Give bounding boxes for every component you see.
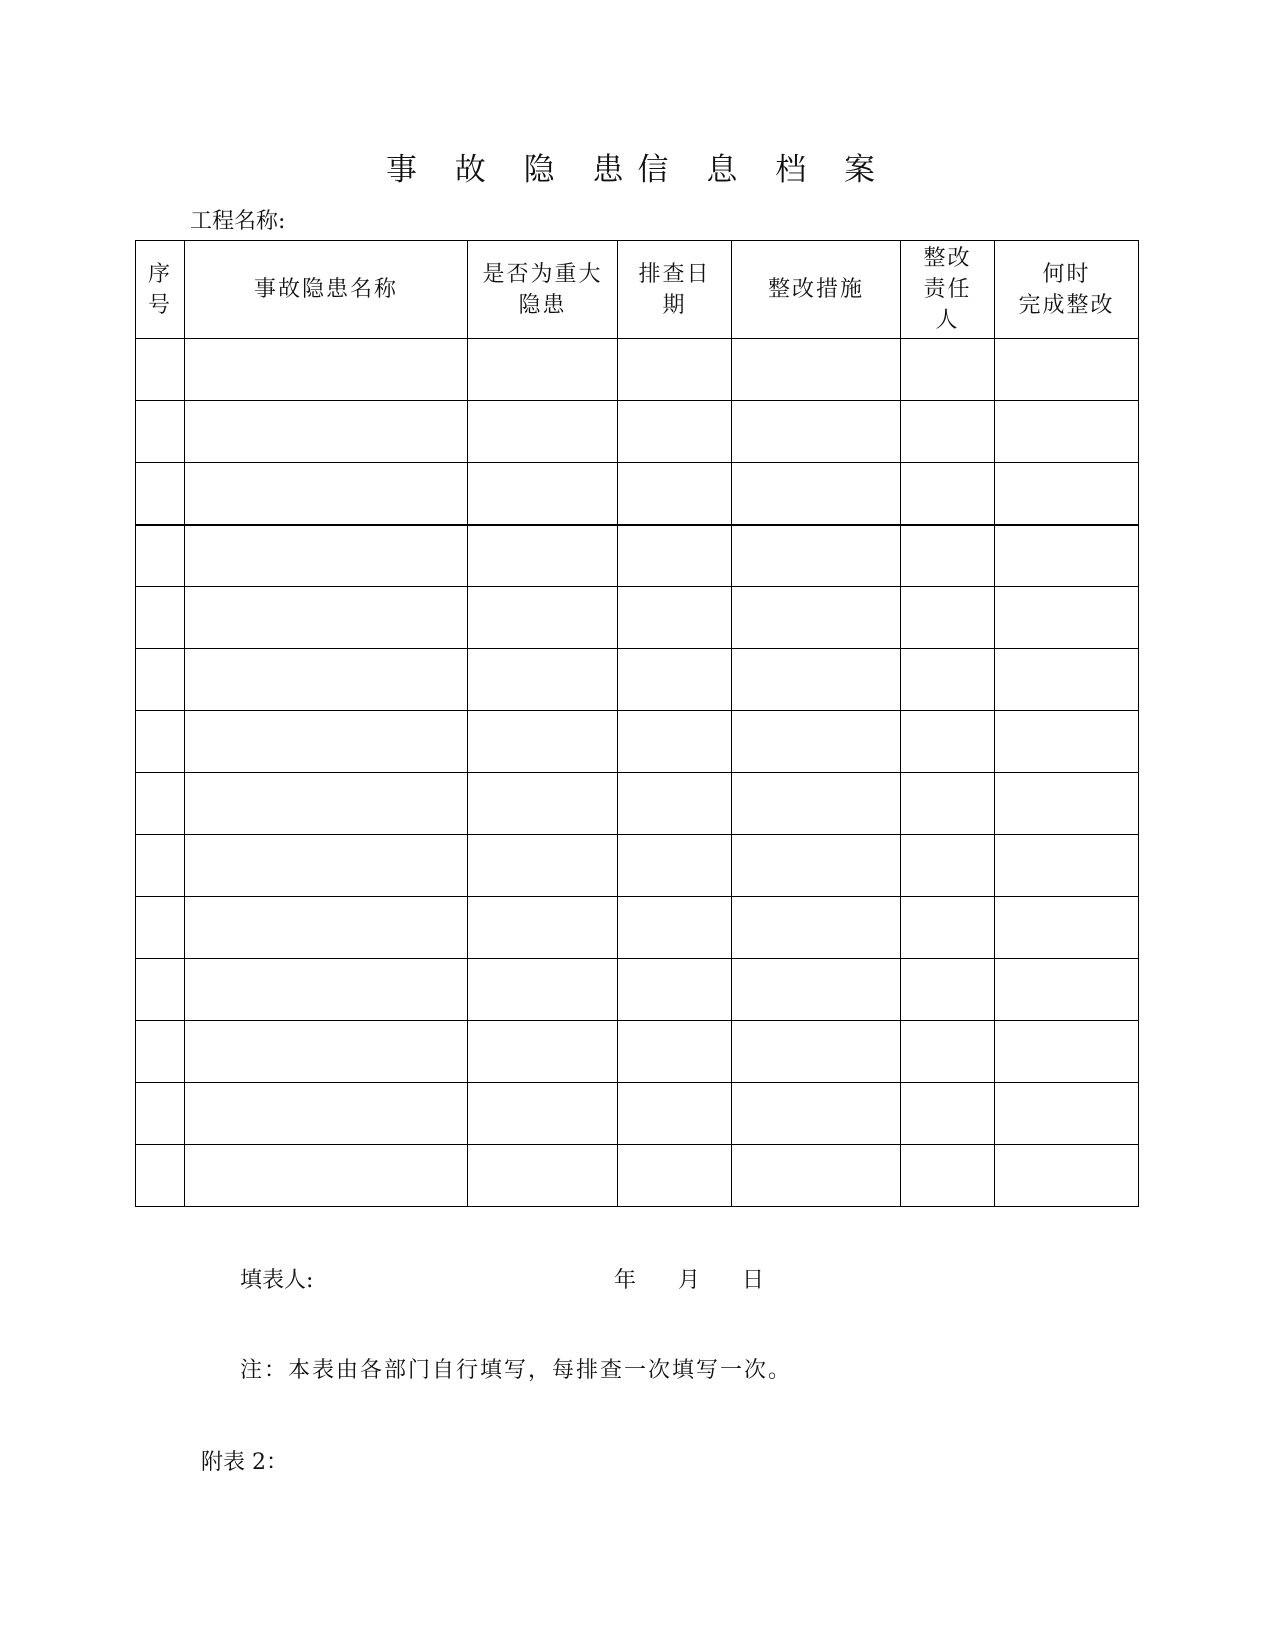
table-cell[interactable] (618, 773, 732, 835)
table-cell[interactable] (995, 897, 1139, 959)
appendix-label: 附表 2： (201, 1450, 288, 1475)
table-cell[interactable] (136, 401, 185, 463)
table-cell[interactable] (995, 463, 1139, 525)
hazard-record-table (135, 240, 1139, 1207)
table-cell[interactable] (468, 773, 618, 835)
table-cell[interactable] (995, 773, 1139, 835)
project-name-label: 工程名称: (190, 209, 286, 234)
table-cell[interactable] (136, 897, 185, 959)
table-cell[interactable] (185, 587, 468, 649)
table-cell[interactable] (136, 1145, 185, 1207)
table-cell[interactable] (732, 339, 901, 401)
table-cell[interactable] (618, 1083, 732, 1145)
table-cell[interactable] (995, 525, 1139, 587)
table-cell[interactable] (136, 1083, 185, 1145)
table-cell[interactable] (732, 1145, 901, 1207)
table-cell[interactable] (732, 401, 901, 463)
table-cell[interactable] (995, 1083, 1139, 1145)
table-cell[interactable] (468, 649, 618, 711)
table-cell[interactable] (618, 835, 732, 897)
table-cell[interactable] (185, 401, 468, 463)
table-cell[interactable] (136, 587, 185, 649)
table-row (136, 587, 1139, 649)
document-title: 事 故 隐 患信 息 档 案 (385, 152, 890, 188)
table-cell[interactable] (732, 1083, 901, 1145)
footnote: 注：本表由各部门自行填写，每排查一次填写一次。 (240, 1358, 793, 1383)
table-cell[interactable] (732, 773, 901, 835)
table-cell[interactable] (732, 835, 901, 897)
year-label: 年 (614, 1268, 637, 1293)
table-cell[interactable] (901, 525, 995, 587)
table-cell[interactable] (468, 897, 618, 959)
table-cell[interactable] (732, 463, 901, 525)
table-cell[interactable] (995, 401, 1139, 463)
table-row (136, 959, 1139, 1021)
table-cell[interactable] (618, 587, 732, 649)
table-cell[interactable] (901, 587, 995, 649)
header-responsible-person: 整改 责任 人 (901, 241, 995, 339)
table-row (136, 1021, 1139, 1083)
table-cell[interactable] (468, 711, 618, 773)
table-cell[interactable] (136, 525, 185, 587)
table-cell[interactable] (995, 649, 1139, 711)
table-cell[interactable] (732, 959, 901, 1021)
table-cell[interactable] (185, 1083, 468, 1145)
table-cell[interactable] (185, 1145, 468, 1207)
form-filler-label: 填表人: (240, 1268, 314, 1293)
date-fields (614, 1266, 764, 1296)
table-cell[interactable] (136, 339, 185, 401)
header-completion-time: 何时 完成整改 (995, 241, 1139, 339)
table-cell[interactable] (901, 1021, 995, 1083)
table-cell[interactable] (468, 1145, 618, 1207)
table-row (136, 401, 1139, 463)
table-cell[interactable] (732, 1021, 901, 1083)
table-row (136, 525, 1139, 587)
table-cell[interactable] (136, 959, 185, 1021)
table-row (136, 649, 1139, 711)
table-row (136, 1145, 1139, 1207)
table-cell[interactable] (901, 1083, 995, 1145)
table-row (136, 463, 1139, 525)
table-cell[interactable] (901, 649, 995, 711)
table-cell[interactable] (995, 1021, 1139, 1083)
table-cell[interactable] (468, 1083, 618, 1145)
table-cell[interactable] (136, 649, 185, 711)
table-cell[interactable] (732, 587, 901, 649)
table-header-row (136, 241, 1139, 339)
table-cell[interactable] (468, 401, 618, 463)
table-cell[interactable] (732, 649, 901, 711)
table-cell[interactable] (468, 835, 618, 897)
table-cell[interactable] (901, 711, 995, 773)
header-serial-number: 序 号 (136, 241, 185, 339)
table-cell[interactable] (136, 835, 185, 897)
table-row (136, 835, 1139, 897)
table-cell[interactable] (618, 339, 732, 401)
header-inspection-date: 排查日 期 (618, 241, 732, 339)
table-cell[interactable] (732, 711, 901, 773)
table-cell[interactable] (901, 401, 995, 463)
table-cell[interactable] (901, 463, 995, 525)
table-cell[interactable] (136, 773, 185, 835)
table-cell[interactable] (901, 835, 995, 897)
table-cell[interactable] (618, 897, 732, 959)
table-cell[interactable] (995, 339, 1139, 401)
table-cell[interactable] (468, 463, 618, 525)
table-cell[interactable] (995, 587, 1139, 649)
table-cell[interactable] (618, 711, 732, 773)
table-cell[interactable] (732, 897, 901, 959)
table-row (136, 339, 1139, 401)
table-cell[interactable] (901, 897, 995, 959)
table-cell[interactable] (995, 835, 1139, 897)
table-row (136, 773, 1139, 835)
day-label: 日 (742, 1268, 765, 1293)
table-cell[interactable] (618, 525, 732, 587)
table-cell[interactable] (618, 463, 732, 525)
table-cell[interactable] (618, 1145, 732, 1207)
table-cell[interactable] (136, 711, 185, 773)
table-cell[interactable] (732, 525, 901, 587)
table-cell[interactable] (185, 649, 468, 711)
table-cell[interactable] (136, 1021, 185, 1083)
table-cell[interactable] (901, 959, 995, 1021)
table-row (136, 897, 1139, 959)
table-cell[interactable] (185, 897, 468, 959)
table-cell[interactable] (468, 1021, 618, 1083)
table-cell[interactable] (468, 339, 618, 401)
table-cell[interactable] (468, 587, 618, 649)
table-cell[interactable] (995, 711, 1139, 773)
table-row (136, 1083, 1139, 1145)
table-row (136, 711, 1139, 773)
table-cell[interactable] (468, 525, 618, 587)
table-cell[interactable] (468, 959, 618, 1021)
table-cell[interactable] (618, 649, 732, 711)
table-cell[interactable] (185, 711, 468, 773)
table-cell[interactable] (618, 959, 732, 1021)
table-cell[interactable] (185, 463, 468, 525)
header-hazard-name: 事故隐患名称 (185, 241, 468, 339)
month-label: 月 (678, 1268, 701, 1293)
table-cell[interactable] (185, 835, 468, 897)
table-cell[interactable] (901, 773, 995, 835)
table-cell[interactable] (185, 773, 468, 835)
table-cell[interactable] (618, 1021, 732, 1083)
header-major-hazard: 是否为重大 隐患 (468, 241, 618, 339)
table-cell[interactable] (185, 959, 468, 1021)
table-cell[interactable] (995, 1145, 1139, 1207)
header-rectification-measures: 整改措施 (732, 241, 901, 339)
table-cell[interactable] (618, 401, 732, 463)
table-cell[interactable] (185, 1021, 468, 1083)
table-cell[interactable] (901, 1145, 995, 1207)
table-cell[interactable] (995, 959, 1139, 1021)
table-cell[interactable] (185, 525, 468, 587)
table-cell[interactable] (901, 339, 995, 401)
table-cell[interactable] (185, 339, 468, 401)
table-cell[interactable] (136, 463, 185, 525)
